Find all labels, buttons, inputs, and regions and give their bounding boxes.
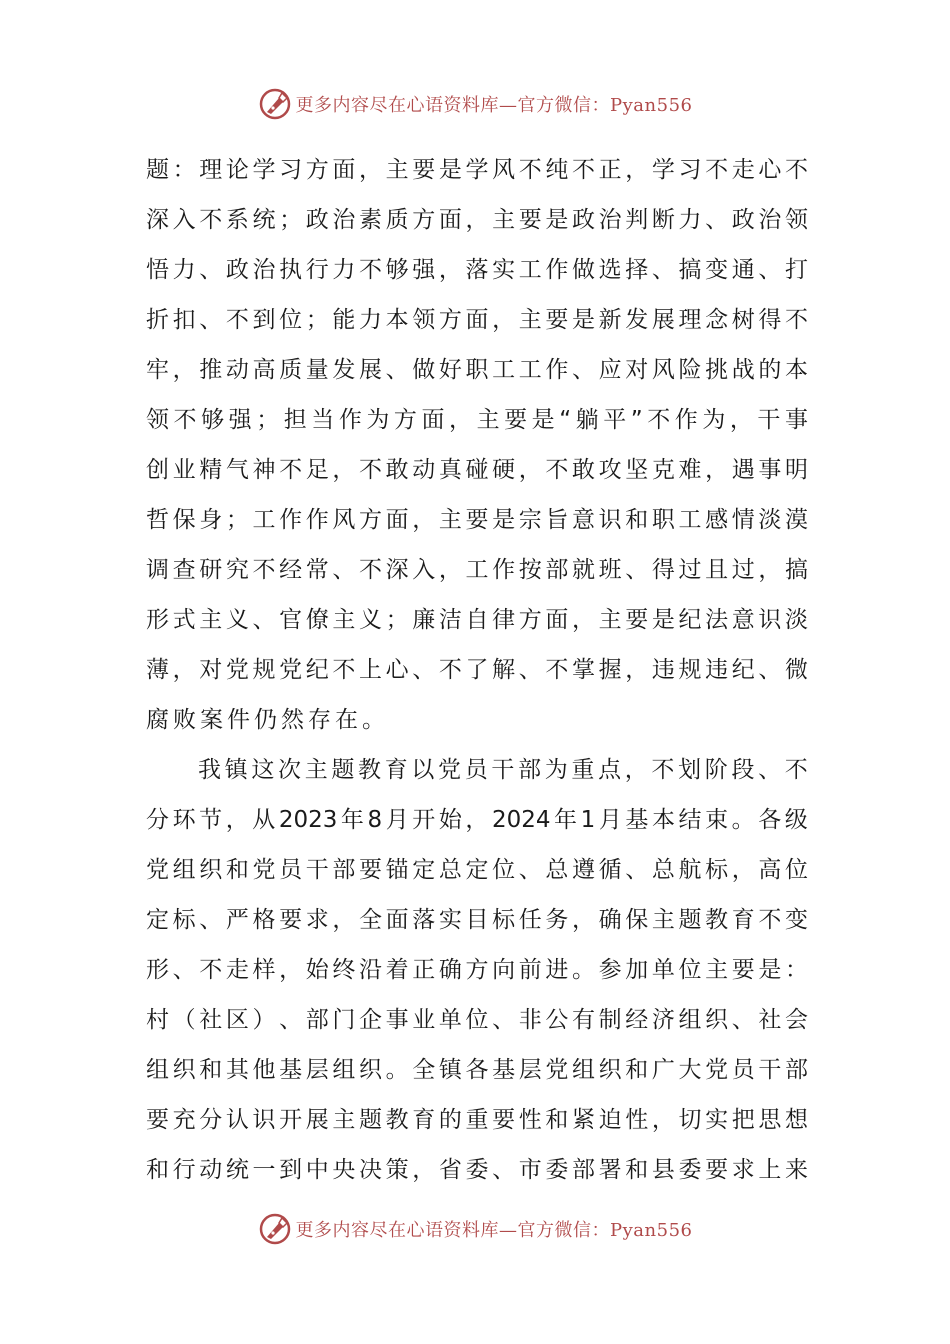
- text-line-5: 牢 ， 推 动 高 质 量 发 展 、 做 好 职 工 工 作 、 应 对 风 险 挑 战 的 本: [146, 357, 808, 383]
- text-line-13: 我 镇 这 次 主 题 教 育 以 党 员 干 部 为 重 点 ， 不 划 阶 段 、 不: [198, 757, 808, 783]
- footer-banner-text: 更多内容尽在心语资料库—官方微信：Pyan556: [295, 1220, 693, 1241]
- text-line-3: 悟 力 、 政 治 执 行 力 不 够 强 ， 落 实 工 作 做 选 择 、 搞 变 通 、 打: [146, 257, 808, 283]
- text-line-17: 形 、 不 走 样 ， 始 终 沿 着 正 确 方 向 前 进 。 参 加 单 位 主 要 是 ：: [146, 957, 808, 983]
- header-banner-text: 更多内容尽在心语资料库—官方微信：Pyan556: [295, 95, 693, 116]
- text-line-6: 领 不 够 强 ； 担 当 作 为 方 面 ， 主 要 是 “ 躺 平 ” 不 作 为 ， 干 事: [146, 407, 808, 433]
- text-line-9: 调 查 研 究 不 经 常 、 不 深 入 ， 工 作 按 部 就 班 、 得 过 且 过 ， 搞: [146, 557, 808, 583]
- text-line-15: 党 组 织 和 党 员 干 部 要 锚 定 总 定 位 、 总 遵 循 、 总 航 标 ， 高 位: [146, 857, 808, 883]
- text-line-1: 题 ： 理 论 学 习 方 面 ， 主 要 是 学 风 不 纯 不 正 ， 学 习 不 走 心 不: [146, 157, 808, 183]
- footer-banner: [0, 1209, 950, 1249]
- text-line-4: 折 扣 、 不 到 位 ； 能 力 本 领 方 面 ， 主 要 是 新 发 展 理 念 树 得 不: [146, 307, 808, 333]
- text-line-11: 薄 ， 对 党 规 党 纪 不 上 心 、 不 了 解 、 不 掌 握 ， 违 规 违 纪 、 微: [146, 657, 808, 683]
- header-banner: [0, 84, 950, 124]
- text-line-16: 定 标 、 严 格 要 求 ， 全 面 落 实 目 标 任 务 ， 确 保 主 题 教 育 不 变: [146, 907, 808, 933]
- text-line-21: 和 行 动 统 一 到 中 央 决 策 ， 省 委 、 市 委 部 署 和 县 委 要 求 上 来: [146, 1157, 808, 1183]
- text-line-20: 要 充 分 认 识 开 展 主 题 教 育 的 重 要 性 和 紧 迫 性 ， 切 实 把 思 想: [146, 1107, 808, 1133]
- document-body: [146, 145, 808, 1195]
- text-line-18: 村 （ 社 区 ） 、 部 门 企 事 业 单 位 、 非 公 有 制 经 济 组 织 、 社 会: [146, 1007, 808, 1033]
- text-line-19: 组 织 和 其 他 基 层 组 织 。 全 镇 各 基 层 党 组 织 和 广 大 党 员 干 部: [146, 1057, 808, 1083]
- pen-nib-logo-icon: [258, 1212, 292, 1246]
- text-line-2: 深 入 不 系 统 ； 政 治 素 质 方 面 ， 主 要 是 政 治 判 断 力 、 政 治 领: [146, 207, 808, 233]
- text-line-12: 腐败案件仍然存在。: [146, 707, 389, 733]
- pen-nib-logo-icon: [258, 87, 292, 121]
- text-line-10: 形 式 主 义 、 官 僚 主 义 ； 廉 洁 自 律 方 面 ， 主 要 是 纪 法 意 识 淡: [146, 607, 808, 633]
- text-line-8: 哲 保 身 ； 工 作 作 风 方 面 ， 主 要 是 宗 旨 意 识 和 职 工 感 情 淡 漠: [146, 507, 808, 533]
- text-line-14: 分 环 节 ， 从 2023 年 8 月 开 始 ， 2024 年 1 月 基 本 结 束 。 各 级: [146, 807, 808, 833]
- text-line-7: 创 业 精 气 神 不 足 ， 不 敢 动 真 碰 硬 ， 不 敢 攻 坚 克 难 ， 遇 事 明: [146, 457, 808, 483]
